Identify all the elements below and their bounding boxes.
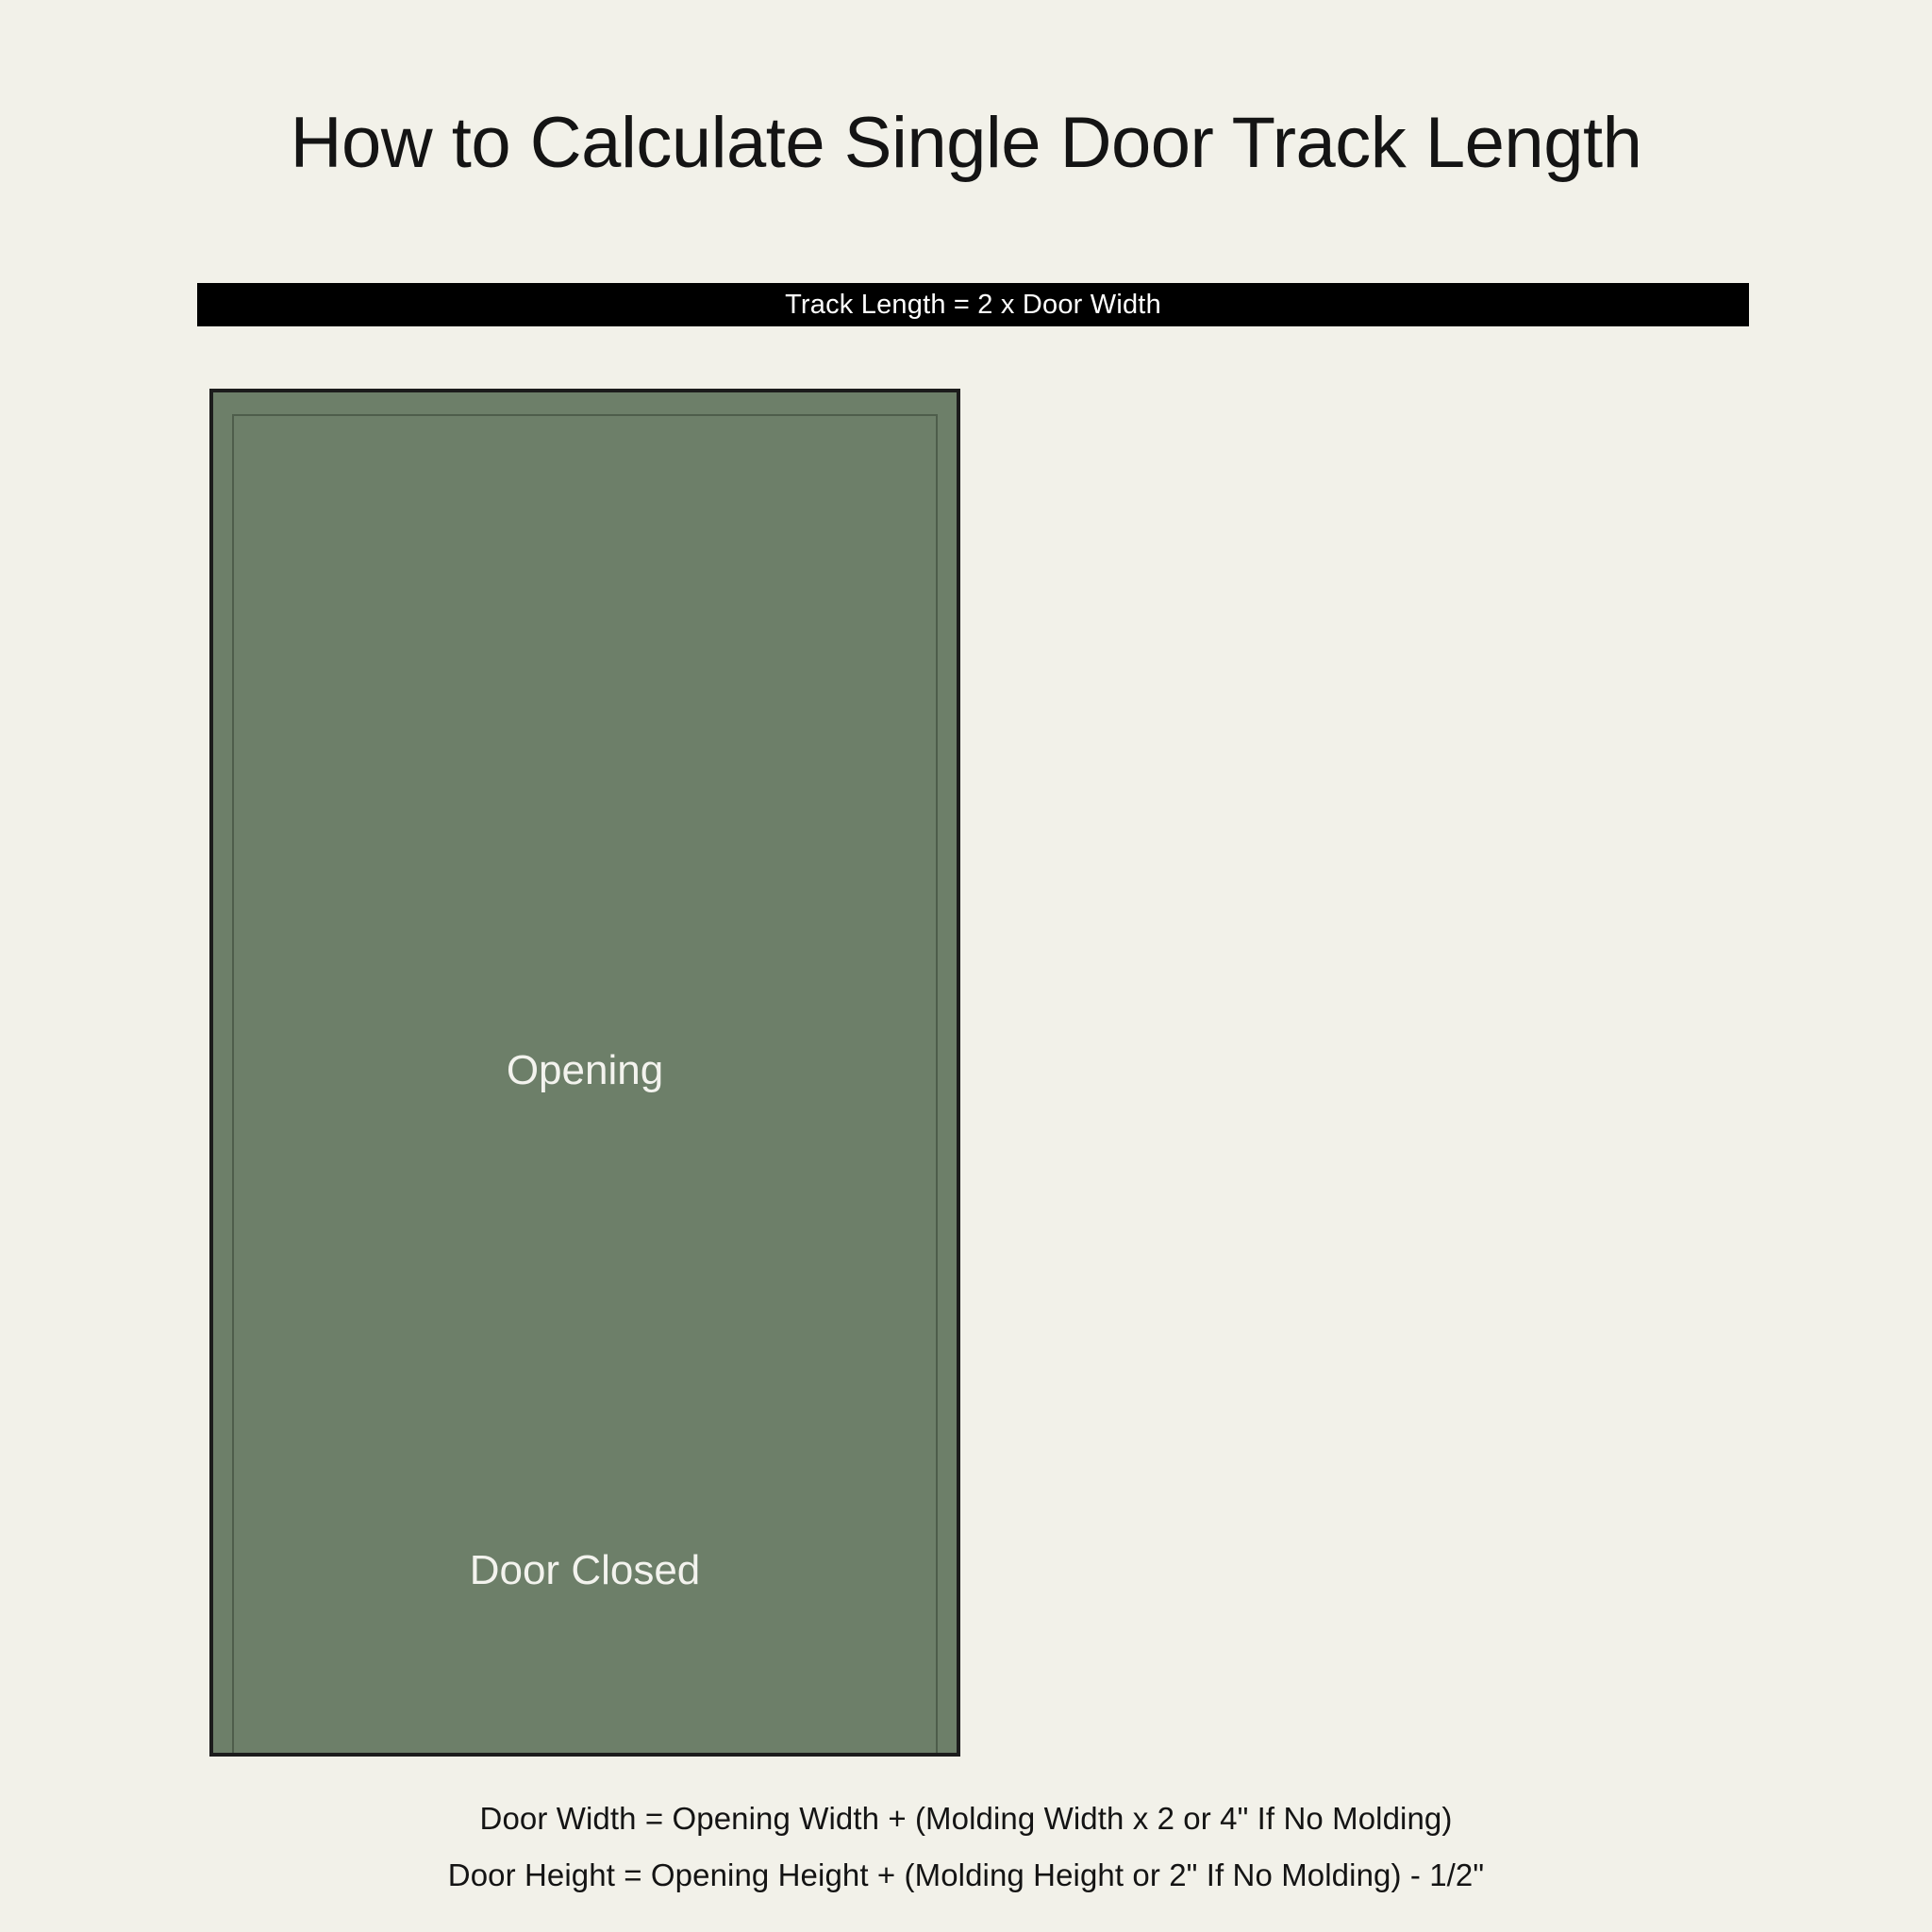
track-length-bar [197,283,1749,326]
formula-door-height: Door Height = Opening Height + (Molding Height or 2" If No Molding) - 1/2" [447,1857,1485,1892]
track-length-label: Track Length = 2 x Door Width [785,289,1161,320]
page-title: How to Calculate Single Door Track Length [290,103,1642,183]
door-closed-label: Door Closed [469,1547,701,1593]
opening-label: Opening [506,1047,664,1093]
formula-block [0,1790,1932,1904]
formula-door-width: Door Width = Opening Width + (Molding Width x 2 or 4" If No Molding) [479,1801,1453,1836]
